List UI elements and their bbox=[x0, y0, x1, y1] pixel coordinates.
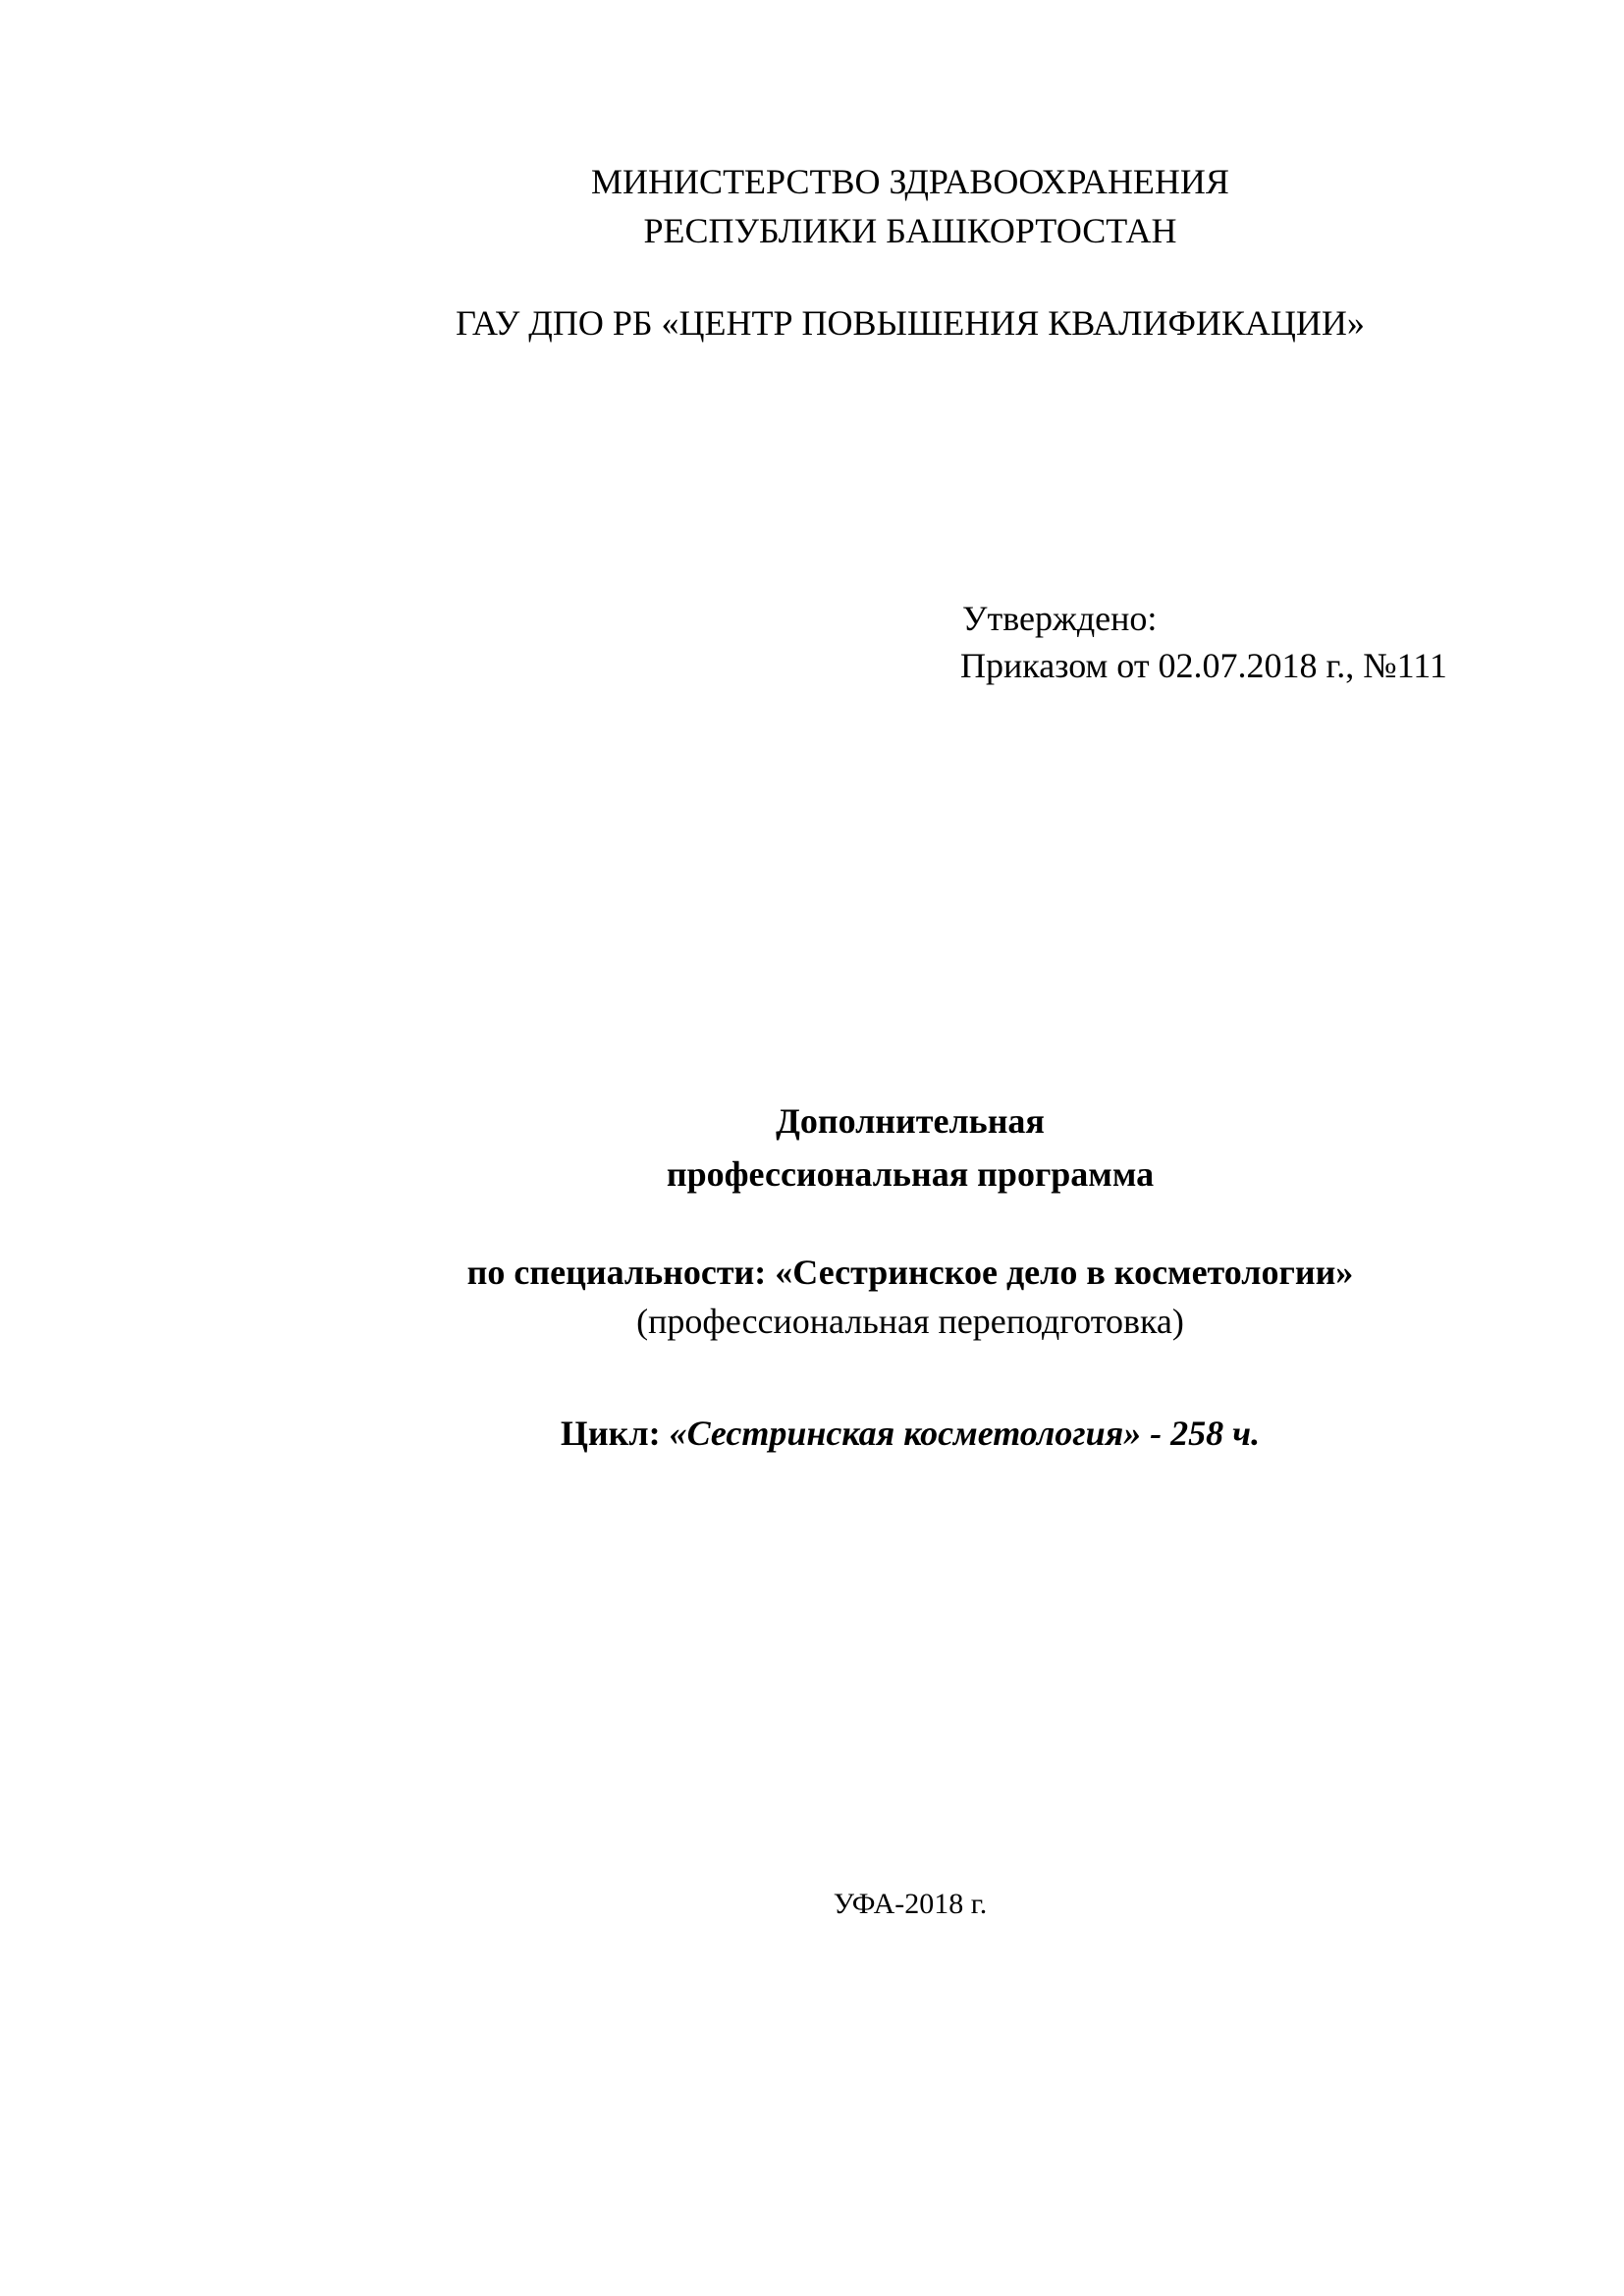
institution-name: ГАУ ДПО РБ «ЦЕНТР ПОВЫШЕНИЯ КВАЛИФИКАЦИИ» bbox=[456, 303, 1365, 343]
approval-label: Утверждено: bbox=[962, 599, 1158, 638]
cycle-name: «Сестринская косметология» - 258 ч. bbox=[669, 1414, 1261, 1453]
cycle-label: Цикл: bbox=[560, 1414, 670, 1453]
program-specialty: по специальности: «Сестринское дело в косметологии» bbox=[466, 1253, 1354, 1292]
program-cycle bbox=[0, 1412, 1624, 1455]
city-year: УФА-2018 г. bbox=[833, 1888, 988, 1920]
approval-order: Приказом от 02.07.2018 г., №111 bbox=[960, 646, 1447, 685]
ministry-name-line-2: РЕСПУБЛИКИ БАШКОРТОСТАН bbox=[643, 211, 1177, 250]
ministry-name-line-1: МИНИСТЕРСТВО ЗДРАВООХРАНЕНИЯ bbox=[591, 162, 1229, 201]
program-title-line-2: профессиональная программа bbox=[666, 1154, 1155, 1194]
program-title-line-1: Дополнительная bbox=[776, 1101, 1045, 1141]
program-type: (профессиональная переподготовка) bbox=[636, 1302, 1184, 1341]
